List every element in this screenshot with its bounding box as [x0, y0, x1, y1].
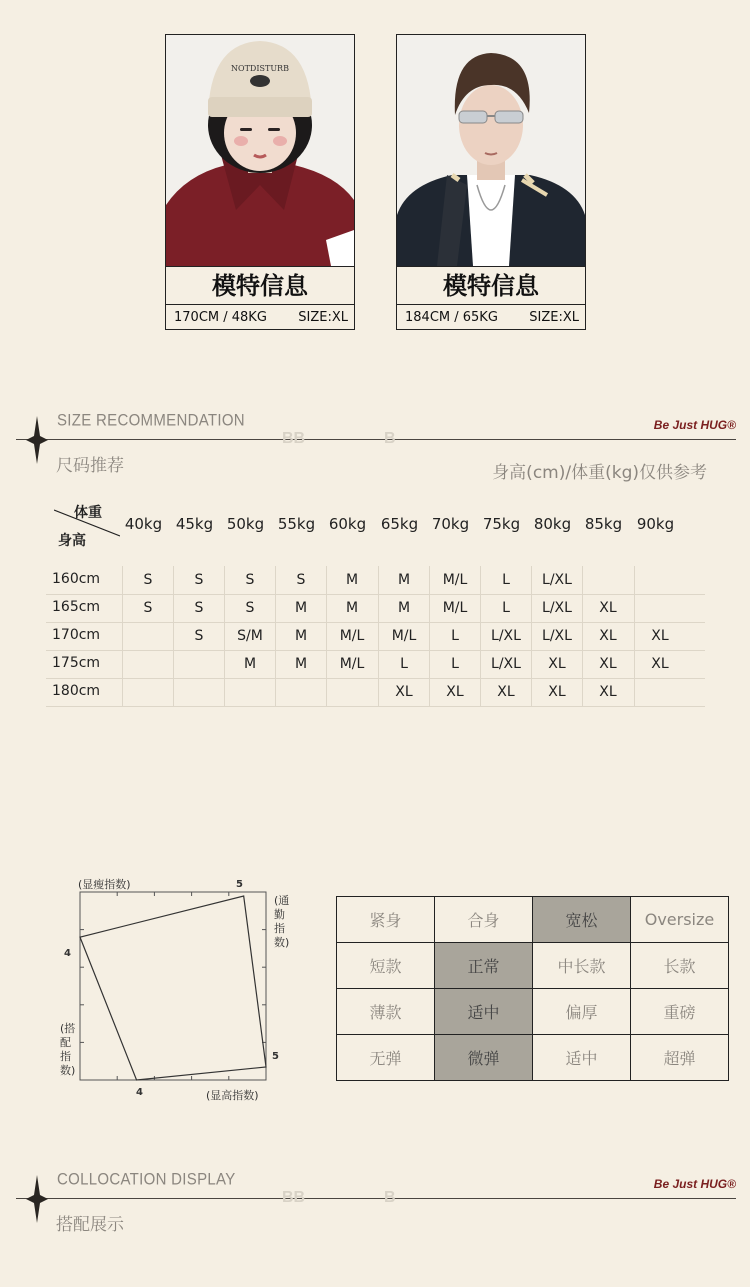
- size-cell: L/XL: [531, 594, 582, 622]
- size-cell: XL: [634, 622, 685, 650]
- size-cell: M/L: [326, 622, 377, 650]
- size-cell: [122, 678, 173, 706]
- size-note: 身高(cm)/体重(kg)仅供参考: [492, 463, 707, 483]
- size-cell: S: [173, 566, 224, 594]
- model-caption: 模特信息: [166, 266, 354, 305]
- size-cell: L: [429, 650, 480, 678]
- table-row: [46, 566, 705, 595]
- model-height-weight: 170CM / 48KG: [174, 310, 267, 325]
- model-size: SIZE:XL: [298, 310, 348, 325]
- attribute-cell-selected: 宽松: [533, 897, 631, 943]
- size-cell: L: [480, 594, 531, 622]
- size-cell: XL: [582, 594, 633, 622]
- radar-value-bottom: 4: [136, 1087, 143, 1098]
- attribute-cell: 紧身: [337, 897, 435, 943]
- attribute-row: [337, 897, 729, 943]
- table-row: [46, 650, 705, 679]
- size-cell: M: [275, 594, 326, 622]
- model-height-weight: 184CM / 65KG: [405, 310, 498, 325]
- weight-header-cell: 55kg: [277, 515, 316, 533]
- size-cell: XL: [480, 678, 531, 706]
- size-cell: [224, 678, 275, 706]
- attribute-cell: 薄款: [337, 989, 435, 1035]
- attribute-cell: Oversize: [631, 897, 729, 943]
- attribute-cell-selected: 正常: [435, 943, 533, 989]
- size-cell: S: [275, 566, 326, 594]
- weight-header-cell: 70kg: [431, 515, 470, 533]
- attribute-row: [337, 989, 729, 1035]
- size-cell: M/L: [429, 566, 480, 594]
- size-cell: M: [326, 594, 377, 622]
- size-cell: S: [224, 594, 275, 622]
- table-row: [46, 678, 705, 707]
- radar-value-right: 5: [272, 1051, 279, 1062]
- b-logo-icon: B: [384, 430, 396, 447]
- sparkle-icon: [26, 416, 48, 464]
- height-label: 160cm: [52, 571, 101, 587]
- size-cell: M: [275, 650, 326, 678]
- size-cell: M: [326, 566, 377, 594]
- fit-attributes-table: [336, 896, 729, 1081]
- size-cell: [173, 650, 224, 678]
- height-label: 180cm: [52, 683, 101, 699]
- attribute-cell-selected: 适中: [435, 989, 533, 1035]
- model-stats: [166, 304, 354, 330]
- height-header: 身高: [58, 533, 86, 549]
- table-row: [46, 622, 705, 651]
- attribute-cell: 无弹: [337, 1035, 435, 1081]
- size-cell: [173, 678, 224, 706]
- brand-logo: Be Just HUG®: [653, 418, 736, 432]
- attribute-cell: 适中: [533, 1035, 631, 1081]
- size-cell: S/M: [224, 622, 275, 650]
- table-row: [46, 594, 705, 623]
- weight-header-cell: 40kg: [124, 515, 163, 533]
- size-cell: L: [378, 650, 429, 678]
- size-cell: [122, 622, 173, 650]
- size-cell: XL: [582, 622, 633, 650]
- weight-header-cell: 65kg: [380, 515, 419, 533]
- weight-header-cell: 80kg: [533, 515, 572, 533]
- section-divider: [16, 1198, 736, 1199]
- size-cell: M: [378, 566, 429, 594]
- attribute-cell: 重磅: [631, 989, 729, 1035]
- size-cell: L/XL: [480, 650, 531, 678]
- model-caption: 模特信息: [397, 266, 585, 305]
- size-cell: XL: [531, 650, 582, 678]
- size-cell: S: [122, 566, 173, 594]
- fit-radar-chart: [62, 880, 282, 1100]
- section-title-cn: 尺码推荐: [56, 456, 124, 476]
- size-cell: [275, 678, 326, 706]
- size-cell: XL: [378, 678, 429, 706]
- size-cell: [634, 566, 685, 594]
- weight-header-cell: 85kg: [584, 515, 623, 533]
- section-divider: [16, 439, 736, 440]
- size-cell: S: [173, 594, 224, 622]
- attribute-cell: 长款: [631, 943, 729, 989]
- size-cell: S: [122, 594, 173, 622]
- size-cell: M/L: [326, 650, 377, 678]
- weight-header-cell: 60kg: [328, 515, 367, 533]
- svg-text:NOTDISTURB: NOTDISTURB: [231, 64, 289, 73]
- size-cell: [582, 566, 633, 594]
- size-cell: XL: [429, 678, 480, 706]
- b-logo-icon: B: [384, 1189, 396, 1206]
- size-cell: XL: [582, 678, 633, 706]
- model-photo-female: [166, 35, 354, 266]
- attribute-row: [337, 1035, 729, 1081]
- radar-label-matching: (搭配指数): [60, 1022, 76, 1077]
- radar-value-top: 5: [236, 879, 243, 890]
- size-cell: [122, 650, 173, 678]
- size-cell: L/XL: [531, 622, 582, 650]
- size-cell: M/L: [378, 622, 429, 650]
- weight-header-cell: 45kg: [175, 515, 214, 533]
- weight-header-cell: 90kg: [636, 515, 675, 533]
- height-label: 170cm: [52, 627, 101, 643]
- size-cell: L/XL: [480, 622, 531, 650]
- size-cell: XL: [531, 678, 582, 706]
- radar-label-commute: (通勤指数): [274, 894, 290, 949]
- bb-logo-icon: BB: [282, 430, 306, 447]
- weight-header: 体重: [74, 505, 102, 521]
- size-cell: L: [429, 622, 480, 650]
- size-cell: [326, 678, 377, 706]
- size-cell: M: [275, 622, 326, 650]
- attribute-cell-selected: 微弹: [435, 1035, 533, 1081]
- weight-header-cell: 75kg: [482, 515, 521, 533]
- attribute-cell: 中长款: [533, 943, 631, 989]
- model-stats: [397, 304, 585, 330]
- model-card-female: [165, 34, 355, 330]
- size-cell: [634, 594, 685, 622]
- section-title-en: SIZE RECOMMENDATION: [57, 411, 245, 430]
- size-cell: [634, 678, 685, 706]
- radar-label-height: (显高指数): [206, 1089, 259, 1102]
- radar-label-slimming: (显瘦指数): [78, 878, 131, 891]
- size-cell: M: [378, 594, 429, 622]
- size-cell: L/XL: [531, 566, 582, 594]
- height-label: 175cm: [52, 655, 101, 671]
- attribute-row: [337, 943, 729, 989]
- weight-header-cell: 50kg: [226, 515, 265, 533]
- attribute-cell: 超弹: [631, 1035, 729, 1081]
- attribute-cell: 偏厚: [533, 989, 631, 1035]
- size-cell: S: [173, 622, 224, 650]
- height-label: 165cm: [52, 599, 101, 615]
- model-card-male: [396, 34, 586, 330]
- bb-logo-icon: BB: [282, 1189, 306, 1206]
- size-cell: M: [224, 650, 275, 678]
- size-cell: XL: [634, 650, 685, 678]
- size-cell: S: [224, 566, 275, 594]
- attribute-cell: 合身: [435, 897, 533, 943]
- section-title-en: COLLOCATION DISPLAY: [57, 1170, 236, 1189]
- radar-value-left: 4: [64, 948, 71, 959]
- section-title-cn: 搭配展示: [56, 1215, 124, 1235]
- size-cell: XL: [582, 650, 633, 678]
- size-cell: L: [480, 566, 531, 594]
- brand-logo: Be Just HUG®: [653, 1177, 736, 1191]
- model-size: SIZE:XL: [529, 310, 579, 325]
- attribute-cell: 短款: [337, 943, 435, 989]
- sparkle-icon: [26, 1175, 48, 1223]
- model-photo-male: [397, 35, 585, 266]
- size-cell: M/L: [429, 594, 480, 622]
